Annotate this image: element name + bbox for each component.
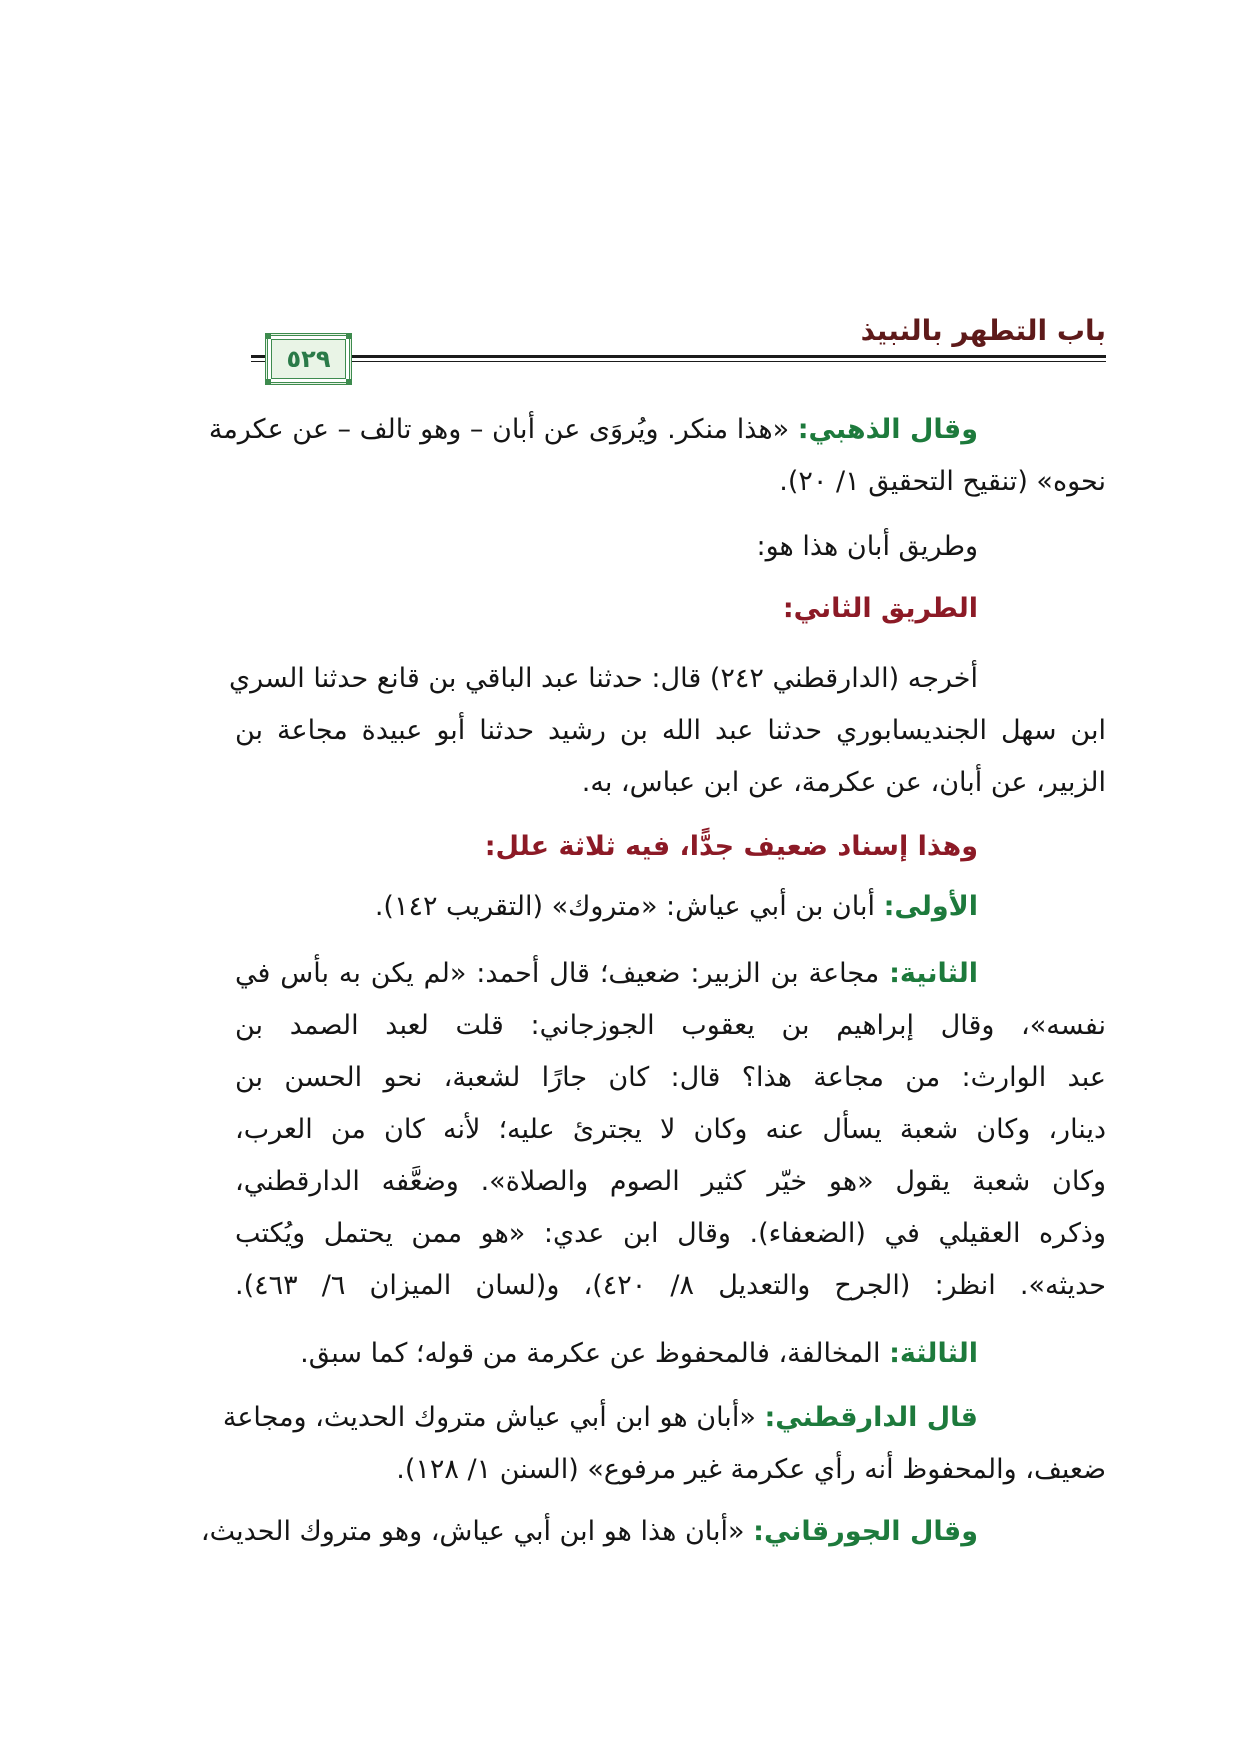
- line-text: «أبان هو ابن أبي عياش متروك الحديث، ومجاعة: [222, 1402, 756, 1433]
- heading-second-route: [235, 583, 1106, 635]
- chapter-title: باب التطهر بالنبيذ: [860, 314, 1106, 347]
- text-line: [235, 948, 1106, 1000]
- paragraph-daraqutni-chain: [228, 653, 1106, 809]
- text-line: [235, 521, 1106, 573]
- frame-ornament-icon: [265, 333, 271, 339]
- header-rule: [352, 355, 1106, 362]
- frame-ornament-icon: [346, 333, 352, 339]
- text-line: [235, 821, 1106, 873]
- paragraph-aban-route: [235, 521, 1106, 573]
- frame-ornament-icon: [265, 379, 271, 385]
- text-line: [235, 1000, 1106, 1052]
- line-text: مجاعة بن الزبير: ضعيف؛ قال أحمد: «لم يكن به بأس في: [235, 958, 880, 989]
- frame-ornament-icon: [346, 379, 352, 385]
- heading-weak-chain: [235, 821, 1106, 873]
- line-text: حديثه». انظر: (الجرح والتعديل ٨/ ٤٢٠)، و(لسان الميزان ٦/ ٤٦٣).: [235, 1270, 1106, 1301]
- heading-text: وهذا إسناد ضعيف جدًّا، فيه ثلاثة علل:: [484, 831, 978, 862]
- line-text: «أبان هذا هو ابن أبي عياش، وهو متروك الحديث،: [200, 1516, 745, 1547]
- label-dhahabi: وقال الذهبي:: [797, 414, 978, 445]
- text-line: [235, 1260, 1106, 1312]
- paragraph-dhahabi-quote: [208, 404, 1106, 508]
- paragraph-daraqutni-verdict: [222, 1392, 1106, 1496]
- line-text: عبد الوارث: من مجاعة هذا؟ قال: كان جارًا لشعبة، نحو الحسن بن: [235, 1062, 1106, 1093]
- line-text: نحوه» (تنقيح التحقيق ١/ ٢٠).: [779, 466, 1106, 497]
- line-text: ابن سهل الجنديسابوري حدثنا عبد الله بن رشيد حدثنا أبو عبيدة مجاعة بن: [235, 715, 1106, 746]
- text-line: [235, 1104, 1106, 1156]
- text-line: [200, 1506, 1106, 1558]
- paragraph-third-defect: [235, 1328, 1106, 1380]
- line-text: أبان بن أبي عياش: «متروك» (التقريب ١٤٢).: [374, 891, 875, 922]
- text-line: [235, 1444, 1106, 1496]
- line-text: «هذا منكر. ويُروَى عن أبان – وهو تالف – عن عكرمة: [208, 414, 790, 445]
- text-line: [235, 1052, 1106, 1104]
- text-line: [228, 653, 1106, 705]
- text-line: [235, 881, 1106, 933]
- page-number: ٥٢٩: [286, 345, 331, 373]
- text-line: [235, 705, 1106, 757]
- line-text: وذكره العقيلي في (الضعفاء). وقال ابن عدي: «هو ممن يحتمل ويُكتب: [235, 1218, 1106, 1249]
- header-rule-left: [251, 355, 265, 362]
- text-line: [208, 404, 1106, 456]
- label-first: الأولى:: [883, 891, 978, 922]
- text-line: [235, 1328, 1106, 1380]
- line-text: وطريق أبان هذا هو:: [756, 531, 978, 562]
- label-third: الثالثة:: [889, 1338, 978, 1369]
- page-number-frame: [265, 333, 352, 385]
- paragraph-second-defect: [235, 948, 1106, 1312]
- text-line: [235, 583, 1106, 635]
- line-text: دينار، وكان شعبة يسأل عنه وكان لا يجترئ عليه؛ لأنه كان من العرب،: [235, 1114, 1106, 1145]
- text-line: [235, 1208, 1106, 1260]
- text-line: [235, 1156, 1106, 1208]
- heading-text: الطريق الثاني:: [782, 593, 978, 624]
- paragraph-jawraqani-verdict: [200, 1506, 1106, 1558]
- line-text: أخرجه (الدارقطني ٢٤٢) قال: حدثنا عبد الباقي بن قانع حدثنا السري: [228, 663, 978, 694]
- label-daraqutni: قال الدارقطني:: [764, 1402, 978, 1433]
- text-line: [235, 757, 1106, 809]
- text-line: [235, 456, 1106, 508]
- line-text: الزبير، عن أبان، عن عكرمة، عن ابن عباس، به.: [581, 767, 1106, 798]
- paragraph-first-defect: [235, 881, 1106, 933]
- line-text: وكان شعبة يقول «هو خيّر كثير الصوم والصلاة». وضعَّفه الدارقطني،: [235, 1166, 1106, 1197]
- text-line: [222, 1392, 1106, 1444]
- label-jawraqani: وقال الجورقاني:: [753, 1516, 978, 1547]
- line-text: نفسه»، وقال إبراهيم بن يعقوب الجوزجاني: قلت لعبد الصمد بن: [235, 1010, 1106, 1041]
- line-text: ضعيف، والمحفوظ أنه رأي عكرمة غير مرفوع» (السنن ١/ ١٢٨).: [396, 1454, 1106, 1485]
- line-text: المخالفة، فالمحفوظ عن عكرمة من قوله؛ كما سبق.: [300, 1338, 881, 1369]
- label-second: الثانية:: [889, 958, 979, 989]
